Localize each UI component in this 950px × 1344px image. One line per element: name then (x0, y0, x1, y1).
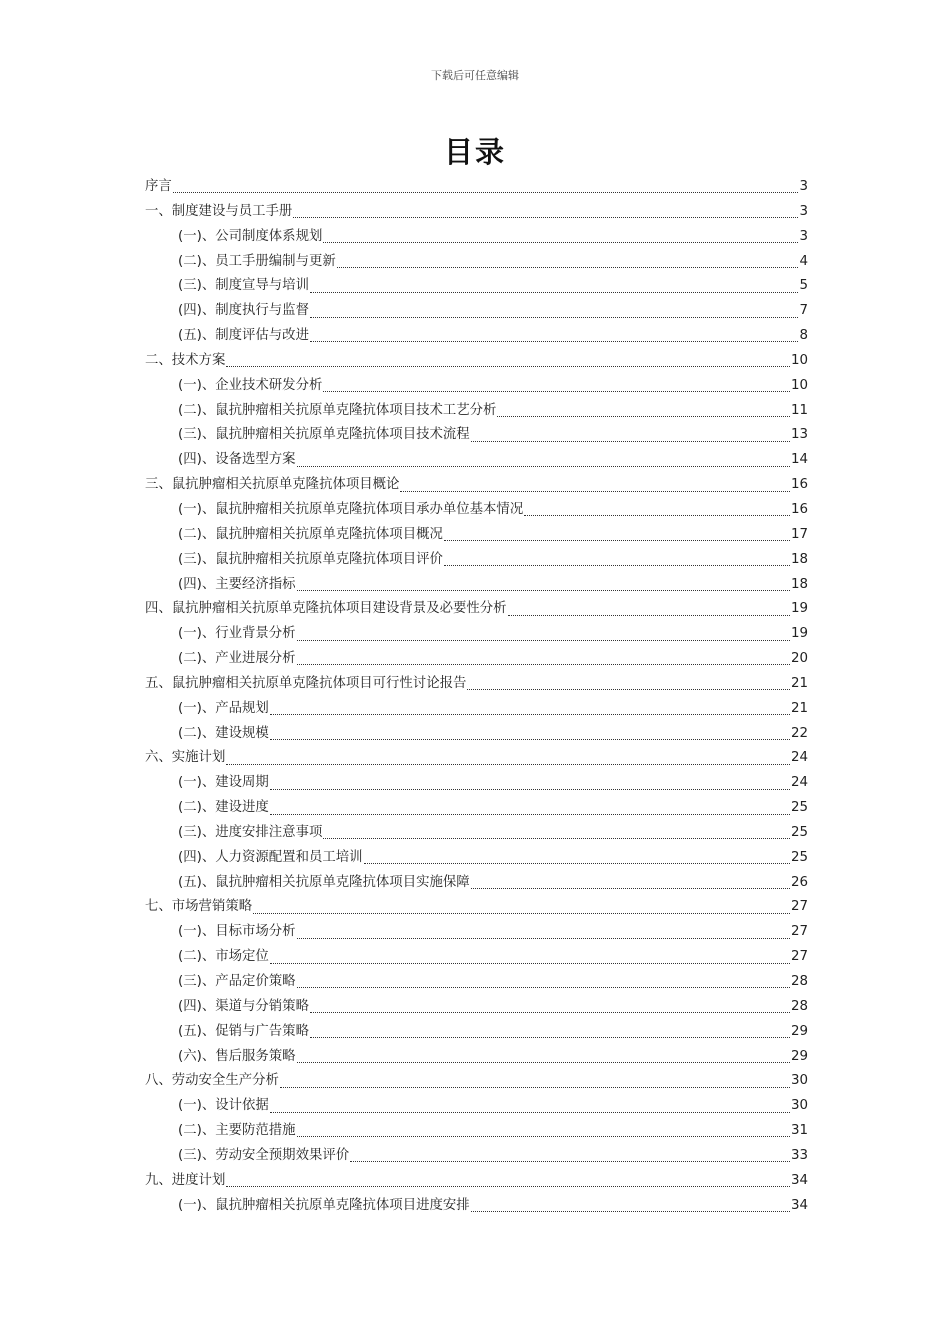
header-note: 下载后可任意编辑 (431, 69, 519, 82)
toc-dot-leader (444, 539, 790, 541)
toc-entry-page: 25 (790, 824, 808, 840)
toc-dot-leader (323, 241, 798, 243)
page-title: 目录 (443, 135, 506, 169)
toc-entry-label: (三)、进度安排注意事项 (178, 824, 323, 840)
toc-entry-label: (二)、鼠抗肿瘤相关抗原单克隆抗体项目技术工艺分析 (178, 402, 497, 418)
toc-entry[interactable] (145, 771, 808, 796)
toc-entry-label: (五)、鼠抗肿瘤相关抗原单克隆抗体项目实施保障 (178, 874, 470, 890)
toc-entry-page: 17 (790, 526, 808, 542)
toc-dot-leader (297, 663, 790, 665)
toc-entry[interactable] (145, 895, 808, 920)
toc-entry-label: (一)、产品规划 (178, 700, 269, 716)
toc-entry-label: (五)、制度评估与改进 (178, 328, 309, 344)
toc-entry[interactable] (145, 399, 808, 424)
toc-entry-label: 二、技术方案 (145, 352, 226, 368)
toc-entry[interactable] (145, 945, 808, 970)
toc-entry-label: (三)、制度宣导与培训 (178, 278, 309, 294)
toc-entry-page: 25 (790, 800, 808, 816)
toc-entry[interactable] (145, 324, 808, 349)
toc-entry-label: (六)、售后服务策略 (178, 1048, 296, 1064)
toc-entry-page: 29 (790, 1023, 808, 1039)
toc-dot-leader (323, 837, 790, 839)
toc-entry-label: (四)、设备选型方案 (178, 452, 296, 468)
toc-dot-leader (471, 440, 790, 442)
toc-dot-leader (297, 986, 790, 988)
toc-entry-page: 5 (799, 278, 808, 294)
toc-entry[interactable] (145, 846, 808, 871)
toc-entry[interactable] (145, 1144, 808, 1169)
toc-entry[interactable] (145, 920, 808, 945)
toc-dot-leader (400, 490, 790, 492)
toc-entry[interactable] (145, 1045, 808, 1070)
toc-dot-leader (444, 564, 790, 566)
toc-entry-label: (二)、产业进展分析 (178, 651, 296, 667)
toc-entry[interactable] (145, 423, 808, 448)
toc-entry[interactable] (145, 1194, 808, 1219)
toc-entry-page: 14 (790, 452, 808, 468)
toc-dot-leader (364, 862, 790, 864)
toc-entry[interactable] (145, 995, 808, 1020)
toc-entry-label: 九、进度计划 (145, 1172, 226, 1188)
toc-dot-leader (270, 962, 790, 964)
toc-entry[interactable] (145, 1119, 808, 1144)
toc-entry-label: (二)、鼠抗肿瘤相关抗原单克隆抗体项目概况 (178, 526, 443, 542)
table-of-contents (145, 175, 808, 1218)
toc-entry-page: 19 (790, 626, 808, 642)
toc-entry-label: 七、市场营销策略 (145, 899, 253, 915)
toc-dot-leader (297, 589, 790, 591)
toc-entry-label: 三、鼠抗肿瘤相关抗原单克隆抗体项目概论 (145, 477, 400, 493)
toc-dot-leader (337, 266, 799, 268)
toc-entry-label: (三)、劳动安全预期效果评价 (178, 1147, 350, 1163)
toc-entry[interactable] (145, 796, 808, 821)
toc-entry-label: (二)、员工手册编制与更新 (178, 253, 336, 269)
toc-entry-page: 16 (790, 501, 808, 517)
toc-dot-leader (310, 1036, 790, 1038)
toc-entry-label: (一)、企业技术研发分析 (178, 377, 323, 393)
toc-entry-label: (二)、主要防范措施 (178, 1123, 296, 1139)
toc-entry[interactable] (145, 970, 808, 995)
toc-entry-page: 29 (790, 1048, 808, 1064)
toc-entry[interactable] (145, 871, 808, 896)
toc-entry[interactable] (145, 548, 808, 573)
toc-entry-label: (一)、鼠抗肿瘤相关抗原单克隆抗体项目承办单位基本情况 (178, 501, 524, 517)
toc-entry[interactable] (145, 250, 808, 275)
toc-entry-page: 22 (790, 725, 808, 741)
toc-dot-leader (173, 191, 799, 193)
toc-dot-leader (297, 937, 790, 939)
toc-entry-page: 3 (799, 228, 808, 244)
toc-dot-leader (226, 1185, 790, 1187)
toc-entry-page: 16 (790, 477, 808, 493)
toc-entry-label: 序言 (145, 179, 172, 194)
toc-entry[interactable] (145, 448, 808, 473)
toc-dot-leader (467, 688, 790, 690)
toc-dot-leader (270, 1111, 790, 1113)
toc-entry-label: (四)、制度执行与监督 (178, 303, 309, 319)
toc-dot-leader (270, 813, 790, 815)
toc-entry-label: (一)、目标市场分析 (178, 924, 296, 940)
toc-entry-label: (三)、产品定价策略 (178, 974, 296, 989)
toc-entry-page: 30 (790, 1098, 808, 1114)
toc-entry-page: 18 (790, 576, 808, 592)
toc-entry-page: 25 (790, 849, 808, 865)
toc-dot-leader (471, 887, 790, 889)
toc-entry-label: (二)、市场定位 (178, 949, 269, 965)
toc-entry-page: 28 (790, 974, 808, 989)
toc-entry-label: (四)、渠道与分销策略 (178, 998, 309, 1014)
toc-entry-page: 30 (790, 1073, 808, 1089)
toc-dot-leader (253, 912, 790, 914)
toc-entry[interactable] (145, 647, 808, 672)
toc-dot-leader (310, 291, 799, 293)
toc-dot-leader (226, 763, 790, 765)
toc-dot-leader (293, 216, 798, 218)
toc-entry-page: 27 (790, 924, 808, 940)
toc-entry[interactable] (145, 200, 808, 225)
toc-entry-page: 18 (790, 551, 808, 567)
toc-entry-page: 20 (790, 651, 808, 667)
toc-entry-page: 34 (790, 1172, 808, 1188)
toc-entry[interactable] (145, 1069, 808, 1094)
toc-dot-leader (323, 390, 790, 392)
toc-entry-page: 24 (790, 750, 808, 766)
toc-entry-label: (二)、建设规模 (178, 725, 269, 741)
toc-dot-leader (508, 614, 790, 616)
toc-entry-page: 27 (790, 949, 808, 965)
toc-entry[interactable] (145, 523, 808, 548)
toc-entry[interactable] (145, 1020, 808, 1045)
toc-entry-page: 11 (790, 402, 808, 418)
toc-entry-page: 31 (790, 1123, 808, 1139)
toc-entry[interactable] (145, 349, 808, 374)
toc-dot-leader (497, 415, 790, 417)
toc-entry-page: 8 (799, 328, 808, 344)
toc-entry-page: 7 (799, 303, 808, 319)
toc-entry-page: 27 (790, 899, 808, 915)
toc-entry[interactable] (145, 697, 808, 722)
toc-dot-leader (310, 316, 799, 318)
toc-entry[interactable] (145, 274, 808, 299)
toc-entry[interactable] (145, 175, 808, 200)
toc-entry[interactable] (145, 672, 808, 697)
toc-dot-leader (310, 340, 799, 342)
toc-dot-leader (471, 1210, 790, 1212)
toc-entry-page: 21 (790, 675, 808, 691)
toc-entry-page: 10 (790, 352, 808, 368)
toc-entry-page: 10 (790, 377, 808, 393)
toc-entry-label: (一)、公司制度体系规划 (178, 228, 323, 244)
toc-entry-label: (五)、促销与广告策略 (178, 1023, 309, 1039)
toc-entry[interactable] (145, 573, 808, 598)
toc-entry-page: 3 (799, 179, 808, 194)
toc-entry-label: 一、制度建设与员工手册 (145, 203, 293, 219)
toc-dot-leader (270, 738, 790, 740)
toc-entry-page: 28 (790, 998, 808, 1014)
toc-entry-label: (四)、人力资源配置和员工培训 (178, 849, 363, 865)
toc-entry[interactable] (145, 597, 808, 622)
toc-entry-label: 八、劳动安全生产分析 (145, 1073, 279, 1089)
toc-entry[interactable] (145, 722, 808, 747)
toc-entry-label: (一)、鼠抗肿瘤相关抗原单克隆抗体项目进度安排 (178, 1197, 470, 1213)
toc-entry-label: (一)、行业背景分析 (178, 626, 296, 642)
toc-entry[interactable] (145, 1169, 808, 1194)
toc-entry-label: (一)、设计依据 (178, 1098, 269, 1114)
toc-entry-page: 26 (790, 874, 808, 890)
toc-entry-label: (一)、建设周期 (178, 775, 269, 791)
toc-dot-leader (350, 1160, 790, 1162)
toc-entry[interactable] (145, 746, 808, 771)
toc-entry[interactable] (145, 374, 808, 399)
toc-entry-label: (三)、鼠抗肿瘤相关抗原单克隆抗体项目评价 (178, 551, 443, 567)
toc-entry-page: 3 (799, 203, 808, 219)
toc-dot-leader (226, 365, 790, 367)
toc-entry[interactable] (145, 299, 808, 324)
toc-entry-label: 四、鼠抗肿瘤相关抗原单克隆抗体项目建设背景及必要性分析 (145, 601, 507, 617)
toc-entry-page: 33 (790, 1147, 808, 1163)
toc-dot-leader (297, 1061, 790, 1063)
toc-entry-page: 13 (790, 427, 808, 443)
toc-entry-label: 六、实施计划 (145, 750, 226, 766)
toc-entry[interactable] (145, 622, 808, 647)
toc-entry-page: 24 (790, 775, 808, 791)
toc-dot-leader (524, 514, 790, 516)
toc-entry-page: 4 (799, 253, 808, 269)
toc-dot-leader (280, 1086, 790, 1088)
toc-entry-page: 21 (790, 700, 808, 716)
toc-entry-label: (四)、主要经济指标 (178, 576, 296, 592)
toc-entry-page: 19 (790, 601, 808, 617)
toc-entry[interactable] (145, 498, 808, 523)
toc-entry-label: 五、鼠抗肿瘤相关抗原单克隆抗体项目可行性讨论报告 (145, 675, 467, 691)
toc-dot-leader (270, 788, 790, 790)
toc-entry[interactable] (145, 225, 808, 250)
toc-entry[interactable] (145, 821, 808, 846)
toc-dot-leader (310, 1011, 790, 1013)
toc-dot-leader (297, 639, 790, 641)
toc-dot-leader (297, 1135, 790, 1137)
toc-entry-label: (三)、鼠抗肿瘤相关抗原单克隆抗体项目技术流程 (178, 427, 470, 443)
toc-entry-label: (二)、建设进度 (178, 800, 269, 816)
toc-entry[interactable] (145, 473, 808, 498)
toc-dot-leader (270, 713, 790, 715)
toc-dot-leader (297, 465, 790, 467)
toc-entry-page: 34 (790, 1197, 808, 1213)
toc-entry[interactable] (145, 1094, 808, 1119)
